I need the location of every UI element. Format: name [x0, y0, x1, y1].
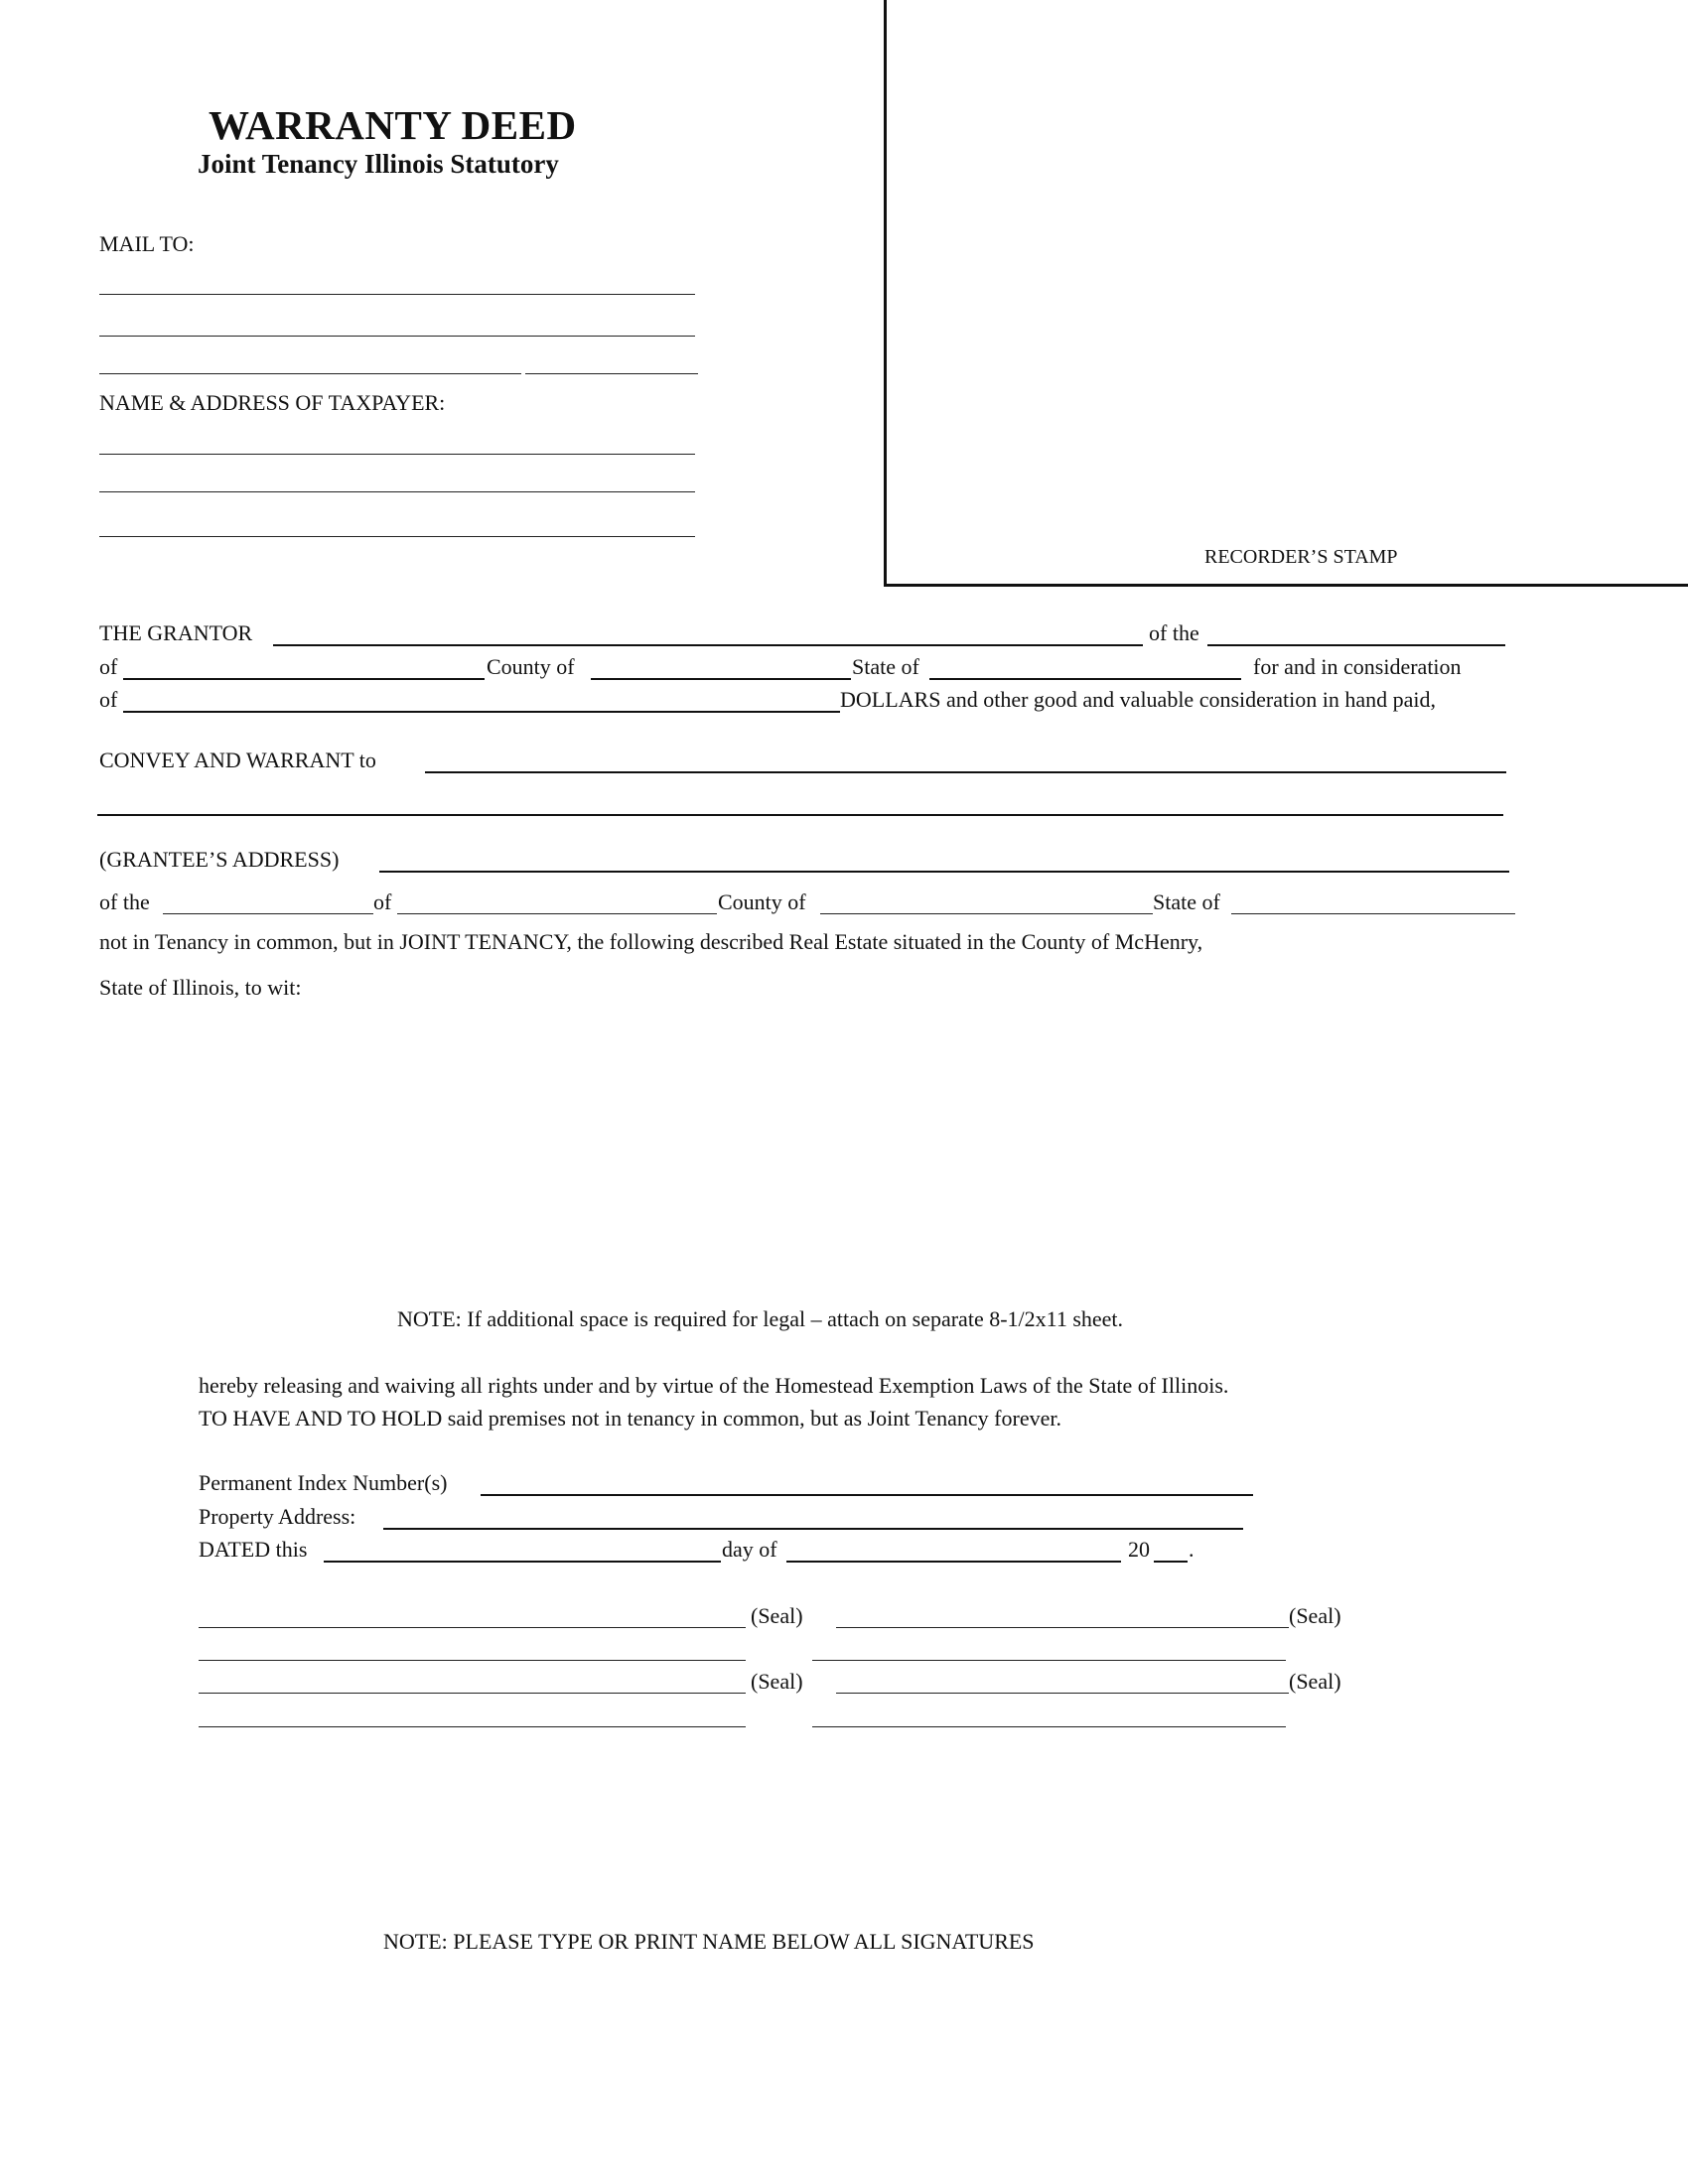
mail-to-line-2[interactable]	[99, 336, 695, 337]
day-of-label: day of	[722, 1537, 777, 1562]
dollars-text: DOLLARS and other good and valuable consideration in hand paid,	[840, 687, 1436, 712]
dated-label: DATED this	[199, 1537, 308, 1562]
grantor-state-label: State of	[852, 654, 919, 679]
taxpayer-line-1[interactable]	[99, 454, 695, 455]
grantee-of-the-field[interactable]	[163, 913, 373, 914]
signature-line-2[interactable]	[836, 1627, 1289, 1628]
recorders-stamp-label: RECORDER’S STAMP	[1204, 546, 1398, 568]
printed-name-line-3[interactable]	[199, 1726, 746, 1727]
have-and-hold-text: TO HAVE AND TO HOLD said premises not in tenancy in common, but as Joint Tenancy forever.	[199, 1406, 1061, 1431]
seal-label-4: (Seal)	[1289, 1669, 1341, 1694]
grantor-state-field[interactable]	[929, 678, 1241, 680]
grantor-of-label: of	[99, 654, 118, 679]
document-title: WARRANTY DEED	[209, 102, 577, 148]
grantee-county-field[interactable]	[820, 913, 1153, 914]
seal-label-1: (Seal)	[751, 1603, 803, 1628]
pin-label: Permanent Index Number(s)	[199, 1470, 448, 1495]
state-of-illinois-text: State of Illinois, to wit:	[99, 975, 302, 1000]
mail-to-line-3a[interactable]	[99, 373, 521, 374]
document-subtitle: Joint Tenancy Illinois Statutory	[198, 149, 559, 179]
grantee-address-field[interactable]	[379, 871, 1509, 873]
mail-to-line-1[interactable]	[99, 294, 695, 295]
dated-month-field[interactable]	[786, 1561, 1121, 1563]
grantor-of-field[interactable]	[123, 678, 485, 680]
grantee-name-field-2[interactable]	[97, 814, 1503, 816]
printed-name-line-2[interactable]	[812, 1660, 1286, 1661]
signature-line-1[interactable]	[199, 1627, 746, 1628]
grantee-of-the-label: of the	[99, 889, 150, 914]
grantee-of-field[interactable]	[397, 913, 717, 914]
convey-warrant-label: CONVEY AND WARRANT to	[99, 748, 376, 772]
grantor-county-field[interactable]	[591, 678, 851, 680]
grantee-address-label: (GRANTEE’S ADDRESS)	[99, 847, 340, 872]
year-field[interactable]	[1154, 1561, 1188, 1563]
grantor-label: THE GRANTOR	[99, 620, 253, 645]
mail-to-line-3b[interactable]	[525, 373, 698, 374]
recorders-stamp-box	[884, 0, 1688, 587]
grantor-county-label: County of	[487, 654, 575, 679]
grantee-of-label: of	[373, 889, 392, 914]
taxpayer-line-2[interactable]	[99, 491, 695, 492]
legal-space-note: NOTE: If additional space is required for legal – attach on separate 8-1/2x11 sheet.	[397, 1306, 1124, 1331]
seal-label-3: (Seal)	[751, 1669, 803, 1694]
seal-label-2: (Seal)	[1289, 1603, 1341, 1628]
year-suffix: .	[1189, 1537, 1195, 1562]
grantor-of-the-field[interactable]	[1207, 644, 1505, 646]
printed-name-line-4[interactable]	[812, 1726, 1286, 1727]
taxpayer-line-3[interactable]	[99, 536, 695, 537]
consideration-of-label: of	[99, 687, 118, 712]
grantee-name-field[interactable]	[425, 771, 1506, 773]
printed-name-line-1[interactable]	[199, 1660, 746, 1661]
consideration-amount-field[interactable]	[123, 711, 840, 713]
homestead-release-text: hereby releasing and waiving all rights under and by virtue of the Homestead Exemption Laws of the State of Illinois.	[199, 1373, 1229, 1398]
dated-day-field[interactable]	[324, 1561, 721, 1563]
signature-line-3[interactable]	[199, 1693, 746, 1694]
consideration-label: for and in consideration	[1253, 654, 1462, 679]
mail-to-label: MAIL TO:	[99, 231, 195, 256]
joint-tenancy-text: not in Tenancy in common, but in JOINT TENANCY, the following described Real Estate situated in the County of McHenry,	[99, 929, 1203, 954]
grantee-state-label: State of	[1153, 889, 1220, 914]
property-address-field[interactable]	[383, 1528, 1243, 1530]
grantee-county-label: County of	[718, 889, 806, 914]
taxpayer-label: NAME & ADDRESS OF TAXPAYER:	[99, 390, 446, 415]
signature-print-note: NOTE: PLEASE TYPE OR PRINT NAME BELOW ALL SIGNATURES	[383, 1929, 1035, 1954]
grantor-name-field[interactable]	[273, 644, 1143, 646]
year-prefix: 20	[1128, 1537, 1150, 1562]
grantee-state-field[interactable]	[1231, 913, 1515, 914]
pin-field[interactable]	[481, 1494, 1253, 1496]
signature-line-4[interactable]	[836, 1693, 1289, 1694]
property-address-label: Property Address:	[199, 1504, 356, 1529]
grantor-of-the-label: of the	[1149, 620, 1199, 645]
